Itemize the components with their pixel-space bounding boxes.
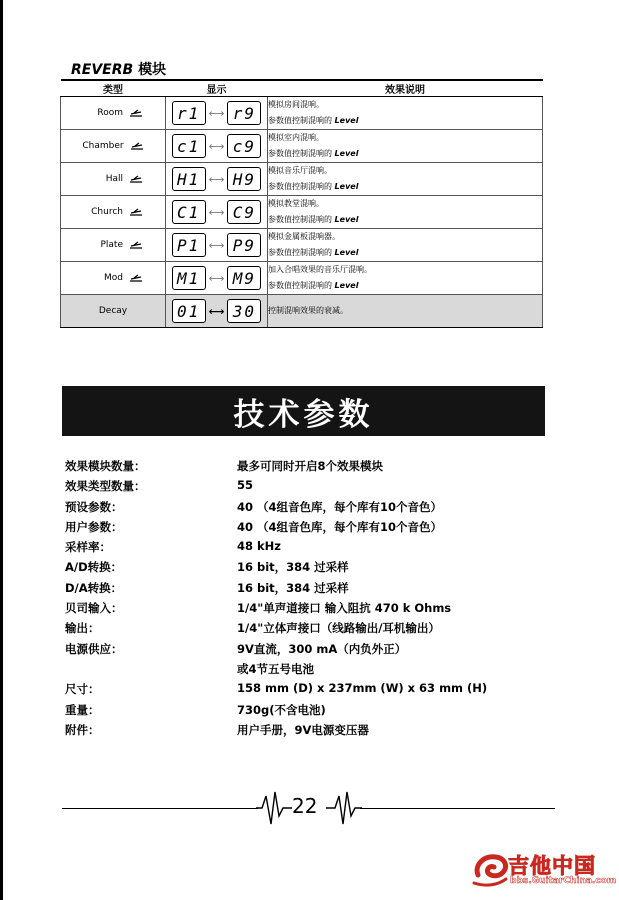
row-desc-line1: 加入合唱效果的音乐厅混响。 — [268, 265, 372, 274]
spec-key: 电源供应： — [65, 641, 123, 656]
section-title — [71, 59, 166, 79]
spec-key: A/D转换： — [65, 560, 123, 575]
row-desc-line2 — [268, 245, 542, 261]
section-title-zh: 模块 — [138, 62, 167, 78]
row-desc-cell — [268, 130, 543, 163]
row-desc-cell — [268, 229, 543, 262]
range-arrow-icon: ⟷ — [208, 238, 225, 252]
knob-icon — [129, 241, 143, 249]
range-arrow-icon: ⟷ — [208, 304, 225, 318]
header-description: 效果说明 — [268, 80, 543, 97]
table-row — [61, 262, 543, 295]
row-desc-line2-text: 参数值控制混响的 — [268, 116, 332, 125]
table-row — [61, 97, 543, 130]
table-row — [61, 229, 543, 262]
row-desc-line2 — [268, 113, 542, 129]
spec-key: D/A转换： — [65, 580, 123, 595]
footer-line-left — [62, 808, 258, 809]
knob-icon — [129, 109, 143, 117]
spec-value: 1/4"立体声接口（线路输出/耳机输出） — [237, 621, 440, 636]
page-number: 22 — [292, 794, 318, 818]
row-type-label: Mod — [104, 273, 123, 283]
row-type-cell — [61, 97, 166, 130]
row-display-cell — [166, 163, 268, 196]
lcd-display-from: 01 — [172, 299, 206, 323]
row-desc-cell — [268, 262, 543, 295]
row-desc-level: Level — [334, 215, 359, 224]
lcd-display-to: M9 — [227, 266, 261, 290]
lcd-display-to: P9 — [227, 233, 261, 257]
lcd-display-from: r1 — [172, 101, 206, 125]
row-type-cell — [61, 130, 166, 163]
row-display-cell — [166, 262, 268, 295]
spec-key: 采样率： — [65, 540, 111, 555]
row-type-label: Hall — [105, 174, 123, 184]
row-desc-line1: 控制混响效果的衰减。 — [268, 306, 348, 315]
row-desc-level: Level — [334, 281, 359, 290]
row-desc-line2 — [268, 212, 542, 228]
row-desc-line2 — [268, 278, 542, 294]
spec-key: 用户参数： — [65, 519, 123, 534]
row-type-cell — [61, 229, 166, 262]
row-desc-line1: 模拟音乐厅混响。 — [268, 166, 332, 175]
specs-banner — [62, 386, 545, 436]
header-display: 显示 — [166, 80, 268, 97]
row-desc-level: Level — [334, 182, 359, 191]
range-arrow-icon: ⟷ — [208, 172, 225, 186]
row-desc-line2-text: 参数值控制混响的 — [268, 281, 332, 290]
range-arrow-icon: ⟷ — [208, 106, 225, 120]
spec-value: 9V直流，300 mA（内负外正） — [237, 641, 407, 656]
knob-icon — [129, 208, 143, 216]
lcd-display-from: P1 — [172, 233, 206, 257]
spec-key: 贝司输入： — [65, 601, 123, 616]
row-display-cell — [166, 295, 268, 328]
row-desc-line1: 模拟房间混响。 — [268, 100, 324, 109]
row-desc-cell — [268, 97, 543, 130]
table-header-row — [61, 80, 543, 97]
row-desc-line1: 模拟室内混响。 — [268, 133, 324, 142]
range-arrow-icon: ⟷ — [208, 271, 225, 285]
footer-line-right — [360, 808, 555, 809]
spec-value: 16 bit，384 过采样 — [237, 580, 349, 595]
row-desc-line2 — [268, 179, 542, 195]
knob-icon — [130, 142, 144, 150]
row-desc-line1: 模拟教堂混响。 — [268, 199, 324, 208]
row-type-label: Room — [97, 108, 123, 118]
spec-value: 最多可同时开启8个效果模块 — [237, 459, 384, 473]
watermark-text: 吉他中国 — [508, 854, 596, 878]
table-row — [61, 196, 543, 229]
section-title-en: REVERB — [71, 62, 134, 78]
spec-value: 用户手册，9V电源变压器 — [237, 722, 369, 737]
row-display-cell — [166, 97, 268, 130]
spec-value: 158 mm (D) x 237mm (W) x 63 mm (H) — [237, 681, 488, 696]
row-desc-line1: 模拟金属板混响器。 — [268, 232, 340, 241]
header-type: 类型 — [61, 80, 166, 97]
watermark-url: bbs.GuitarChina.com — [510, 876, 617, 886]
lcd-display-to: c9 — [227, 134, 261, 158]
row-type-cell — [61, 262, 166, 295]
spec-value: 40 （4组音色库，每个库有10个音色） — [237, 499, 443, 514]
row-desc-cell — [268, 163, 543, 196]
spec-key: 尺寸： — [65, 682, 100, 697]
range-arrow-icon: ⟷ — [208, 205, 225, 219]
spec-value: 40 （4组音色库，每个库有10个音色） — [237, 519, 443, 534]
spec-key: 附件： — [65, 722, 100, 737]
footer-wave-right-icon — [326, 788, 362, 828]
footer-wave-left-icon — [256, 788, 292, 828]
knob-icon — [129, 274, 143, 282]
row-desc-level: Level — [334, 248, 359, 257]
lcd-display-from: H1 — [172, 167, 206, 191]
row-type-cell — [61, 163, 166, 196]
knob-icon — [129, 175, 143, 183]
spec-value: 48 kHz — [237, 539, 281, 554]
spec-value: 16 bit，384 过采样 — [237, 560, 349, 575]
row-desc-level: Level — [334, 149, 359, 158]
row-type-label: Chamber — [82, 141, 124, 151]
spec-key: 效果模块数量： — [65, 459, 146, 473]
row-display-cell — [166, 229, 268, 262]
spec-value: 或4节五号电池 — [237, 661, 315, 676]
row-type-cell — [61, 196, 166, 229]
spec-key: 重量： — [65, 702, 100, 717]
row-display-cell — [166, 130, 268, 163]
row-desc-line2 — [268, 146, 542, 162]
row-type-cell — [61, 295, 166, 328]
row-type-label: Church — [91, 207, 123, 217]
lcd-display-from: C1 — [172, 200, 206, 224]
row-desc-cell — [268, 295, 543, 328]
row-desc-level: Level — [334, 116, 359, 125]
row-type-label: Decay — [98, 306, 128, 316]
spec-key: 预设参数： — [65, 499, 123, 514]
spec-value: 730g(不含电池) — [237, 702, 326, 717]
lcd-display-to: r9 — [227, 101, 261, 125]
row-desc-cell — [268, 196, 543, 229]
specs-banner-title: 技术参数 — [233, 396, 374, 433]
spec-key: 输出： — [65, 621, 100, 636]
table-row — [61, 295, 543, 328]
row-desc-line2-text: 参数值控制混响的 — [268, 182, 332, 191]
page-edge-bar — [0, 0, 3, 900]
spec-value: 1/4"单声道接口 输入阻抗 470 k Ohms — [237, 601, 452, 616]
lcd-display-to: H9 — [227, 167, 261, 191]
range-arrow-icon: ⟷ — [208, 139, 225, 153]
table-row — [61, 130, 543, 163]
spec-key: 效果类型数量： — [65, 479, 146, 494]
spec-value: 55 — [237, 478, 254, 493]
row-desc-line2-text: 参数值控制混响的 — [268, 248, 332, 257]
lcd-display-to: C9 — [227, 200, 261, 224]
row-desc-line2-text: 参数值控制混响的 — [268, 149, 332, 158]
lcd-display-to: 30 — [227, 299, 261, 323]
row-type-label: Plate — [100, 240, 123, 250]
lcd-display-from: c1 — [172, 134, 206, 158]
row-display-cell — [166, 196, 268, 229]
reverb-table — [60, 79, 543, 328]
lcd-display-from: M1 — [172, 266, 206, 290]
table-row — [61, 163, 543, 196]
row-desc-line2-text: 参数值控制混响的 — [268, 215, 332, 224]
